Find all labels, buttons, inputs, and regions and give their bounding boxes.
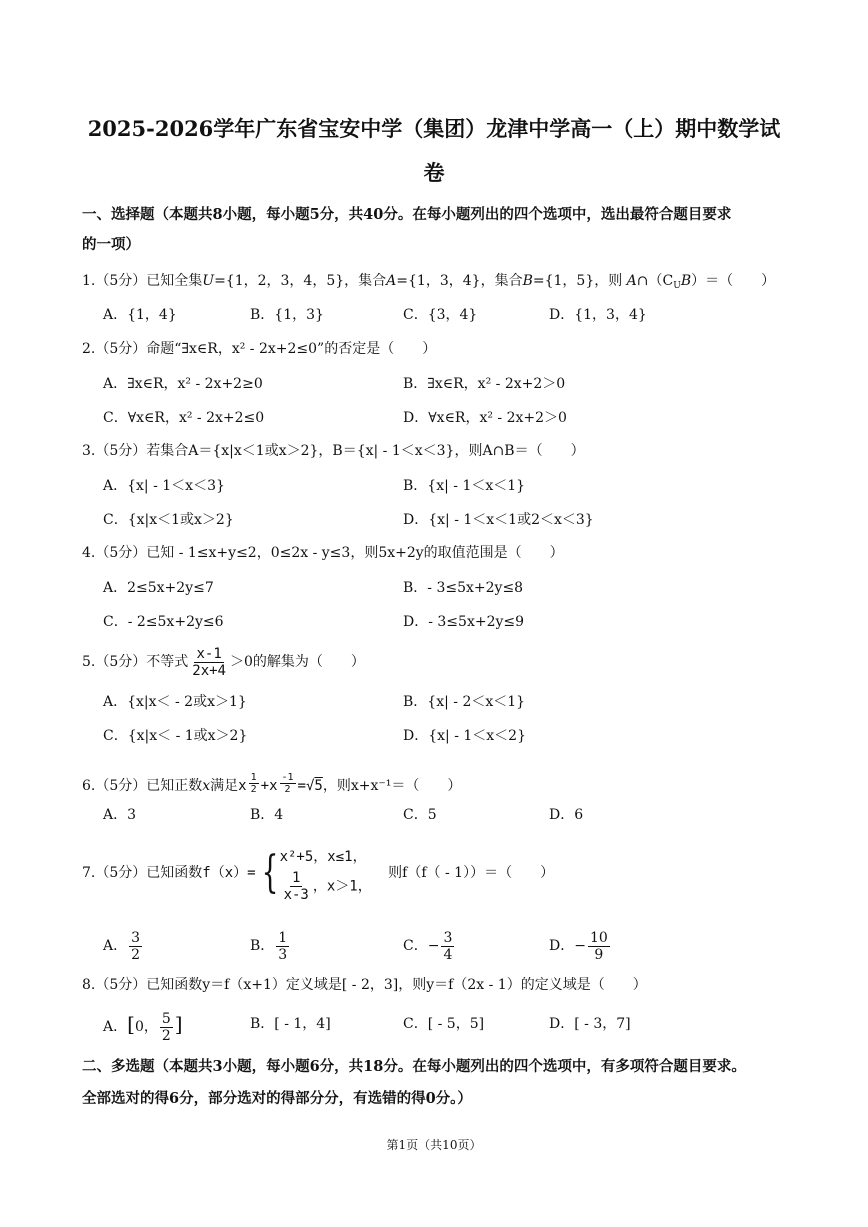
q5-option-b: B．{x| - 2＜x＜1} [403,694,526,710]
q5-option-c: C．{x|x＜ - 1或x＞2} [103,728,248,744]
section1-heading-line1: 一、选择题（本题共8小题，每小题5分，共40分。在每小题列出的四个选项中，选出最符合题目要求 [82,206,732,223]
q7-brace: { [261,847,278,898]
q1-option-a: A．{1，4} [103,307,177,323]
question-4-stem: 4.（5分）已知 - 1≤x+y≤2，0≤2x - y≤3，则5x+2y的取值范围是（ ） [82,545,564,561]
question-1-stem [82,271,775,291]
q6-option-d: D．6 [549,807,584,823]
question-3-stem: 3.（5分）若集合A＝{x|x＜1或x＞2}，B＝{x| - 1＜x＜3}，则A∩B＝（ ） [82,443,585,459]
q1-complement: $\cap(C_UB$ [636,273,692,291]
q5-denominator: 2x+4 [192,662,226,679]
q2-option-a: A．∃x∈R，x² - 2x+2≥0 [103,376,263,392]
exam-title-line1: 2025-2026学年广东省宝安中学（集团）龙津中学高一（上）期中数学试 [87,116,781,141]
page-footer: 第1页（共10页） [386,1138,482,1152]
q1-var-u: U [202,273,215,289]
q1-u-set: ={1，2，3，4，5}，集合 [214,273,387,289]
q5-suffix: 的解集为（ ） [252,654,365,670]
q3-option-b: B．{x| - 1＜x＜1} [403,478,526,494]
q1-prefix: 1.（5分）已知全集 [82,273,203,289]
section2-heading-line1: 二、多选题（本题共3小题，每小题6分，共18分。在每小题列出的四个选项中，有多项符合题目要求。 [82,1058,746,1075]
q8-option-b: B．[ - 1，4] [250,1016,331,1032]
q7-prefix: 7.（5分）已知函数 [82,865,203,881]
q7-case2-tail: ，x＞1， [312,878,372,894]
section1-heading-line2: 的一项） [82,236,140,253]
q7-option-c: C．− $\frac{3}{4}$ [403,929,453,963]
question-7-stem [82,838,554,914]
q1-var-a2: A [622,273,637,289]
q3-option-c: C．{x|x＜1或x＞2} [103,512,234,528]
q5-fraction [190,646,228,679]
q5-option-d: D．{x| - 1＜x＜2} [403,728,526,744]
q2-option-c: C．∀x∈R，x² - 2x+2≤0 [103,410,265,426]
q6-option-a: A．3 [103,807,137,823]
q4-option-a: A．2≤5x+2y≤7 [103,580,214,596]
q6-mid: 满足 [210,778,239,794]
q3-option-a: A．{x| - 1＜x＜3} [103,478,225,494]
q1-b-set: ={1，5}，则 [532,273,623,289]
q7-option-a: A． $\frac{3}{2}$ [103,929,141,963]
q4-option-d: D．- 3≤5x+2y≤9 [403,614,525,630]
q6-expression: x $\frac{1}{2}$ +x $\frac{-1}{2}$ =√5 [238,772,323,795]
q6-suffix: ，则x+x⁻¹＝（ ） [322,778,462,794]
question-5-stem [82,644,365,680]
q1-var-b: B [522,273,533,289]
q7-fx: f（x）= [202,865,256,881]
q2-option-d: D．∀x∈R，x² - 2x+2＞0 [403,410,567,426]
q7-cases [280,844,372,903]
q4-option-c: C．- 2≤5x+2y≤6 [103,614,224,630]
q1-tail: ）＝（ ） [691,273,776,289]
q7-option-b: B． $\frac{1}{3}$ [250,929,288,963]
exam-title-line2: 卷 [423,160,445,185]
q8-option-c: C．[ - 5，5] [403,1016,485,1032]
q5-numerator: x-1 [196,645,222,662]
q7-suffix: 则f（f（ - 1））＝（ ） [388,865,555,881]
question-2-stem: 2.（5分）命题“∃x∈R，x² - 2x+2≤0”的否定是（ ） [82,341,437,357]
q1-option-c: C．{3，4} [403,307,478,323]
q1-a-set: ={1，3，4}，集合 [396,273,523,289]
q2-option-b: B．∃x∈R，x² - 2x+2＞0 [403,376,566,392]
q5-gt-zero: ＞0 [229,654,253,670]
q3-option-d: D．{x| - 1＜x＜1或2＜x＜3} [403,512,594,528]
q6-option-c: C．5 [403,807,437,823]
q1-option-b: B．{1，3} [250,307,324,323]
q6-prefix: 6.（5分）已知正数 [82,778,203,794]
question-8-stem: 8.（5分）已知函数y＝f（x+1）定义域是[ - 2，3]，则y＝f（2x - 1）的定义域是（ ） [82,977,647,993]
q7-case1: x²+5，x≤1， [279,848,367,865]
q7-option-d: D．− $\frac{10}{9}$ [549,929,608,963]
q8-option-d: D．[ - 3，7] [549,1016,631,1032]
q6-var-x: x [202,778,211,794]
q5-option-a: A．{x|x＜ - 2或x＞1} [103,694,247,710]
question-6-stem [82,772,461,796]
q1-var-a: A [386,273,397,289]
q6-option-b: B．4 [250,807,284,823]
q5-prefix: 5.（5分）不等式 [82,654,189,670]
q1-option-d: D．{1，3，4} [549,307,647,323]
q7-case2: $\frac{1}{x-3}$ ，x＞1， [283,869,372,903]
q8-option-a: A．[0， $\frac{5}{2}$ ] [103,1010,183,1044]
section2-heading-line2: 全部选对的得6分，部分选对的得部分分，有选错的得0分。） [82,1090,472,1107]
q4-option-b: B．- 3≤5x+2y≤8 [403,580,524,596]
